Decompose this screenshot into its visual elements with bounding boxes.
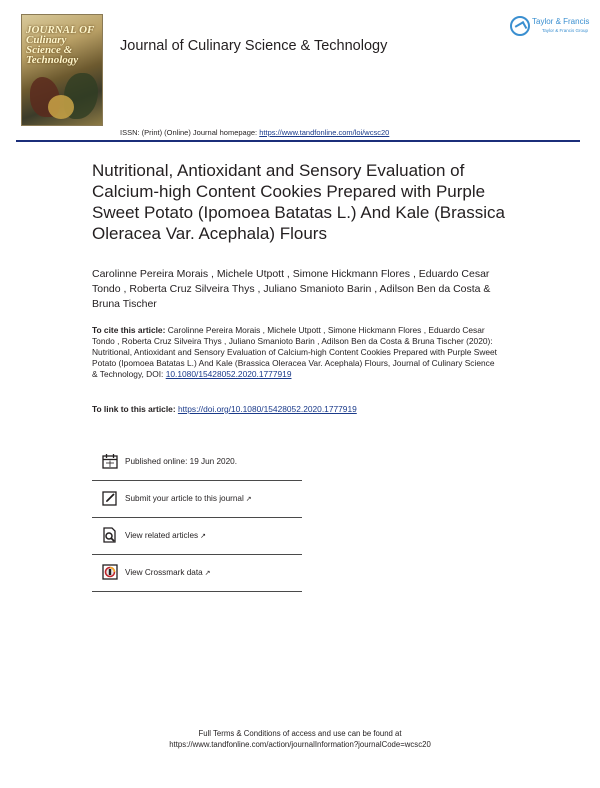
submit-article-label: Submit your article to this journal: [125, 494, 244, 503]
publisher-logo-text: Taylor & Francis: [532, 17, 590, 26]
article-title: Nutritional, Antioxidant and Sensory Evaluation of Calcium-high Content Cookies Prepared with Purple Sweet Potato (Ipomoea Batatas L.) And Kale (Brassica Oleracea Var. Acephala) Flours: [92, 161, 505, 243]
article-authors: Carolinne Pereira Morais , Michele Utpott , Simone Hickmann Flores , Eduardo Cesar Tondo , Roberta Cruz Silveira Thys , Juliano Smanioto Barin , Adilson Ben da Costa & Bruna Tischer: [92, 268, 491, 310]
published-online-item: [92, 444, 302, 481]
cover-title: JOURNAL OF Culinary Science & Technology: [26, 24, 95, 66]
citation-block: [92, 325, 502, 380]
publisher-logo: [510, 14, 590, 42]
crossmark-text: [125, 568, 211, 577]
publisher-logo-subtext: Taylor & Francis Group: [542, 28, 589, 33]
footer-terms: [0, 728, 600, 750]
article-doi-link[interactable]: https://doi.org/10.1080/15428052.2020.1777919: [177, 404, 357, 414]
header-divider: [16, 140, 580, 142]
related-articles-text: [125, 531, 206, 540]
external-link-icon: ↗: [204, 570, 211, 577]
footer-terms-link[interactable]: https://www.tandfonline.com/action/journalInformation?journalCode=wcsc20: [169, 740, 431, 749]
article-actions-list: [92, 444, 302, 592]
cover-art-shape: [48, 95, 74, 119]
submit-article-text: [125, 494, 252, 503]
journal-cover-image: [21, 14, 103, 126]
journal-homepage-link[interactable]: https://www.tandfonline.com/loi/wcsc20: [259, 128, 390, 137]
published-online-text: Published online: 19 Jun 2020.: [125, 457, 237, 466]
citation-doi-link[interactable]: 10.1080/15428052.2020.1777919: [165, 369, 292, 379]
citation-label: To cite this article:: [92, 325, 166, 335]
crossmark-link[interactable]: [92, 555, 302, 592]
crossmark-label: View Crossmark data: [125, 568, 203, 577]
crossmark-icon: [102, 564, 118, 580]
journal-name: Journal of Culinary Science & Technology: [120, 38, 388, 54]
article-link-label: To link to this article:: [92, 404, 178, 414]
edit-document-icon: [102, 490, 118, 506]
calendar-icon: [102, 453, 118, 469]
external-link-icon: ↗: [200, 533, 206, 540]
external-link-icon: ↗: [245, 496, 252, 503]
submit-article-link[interactable]: [92, 481, 302, 518]
footer-line-1: Full Terms & Conditions of access and use can be found at: [198, 729, 402, 738]
publisher-logo-icon: [510, 16, 530, 36]
article-link-line: [92, 404, 357, 414]
related-articles-label: View related articles: [125, 531, 199, 540]
search-document-icon: [102, 527, 118, 543]
issn-label: ISSN: (Print) (Online) Journal homepage:: [120, 128, 260, 137]
related-articles-link[interactable]: [92, 518, 302, 555]
citation-text: Carolinne Pereira Morais , Michele Utpott , Simone Hickmann Flores , Eduardo Cesar Tondo , Roberta Cruz Silveira Thys , Juliano Smanioto Barin , Adilson Ben da Costa & Bruna Tischer (2020): Nutritional, Antioxidant and Sensory Evaluation of Calcium-high Content Cookies Prepared with Purple Sweet Potato (Ipomoea Batatas L.) And Kale (Brassica Oleracea Var. Acephala) Flours, Journal of Culinary Science & Technology, DOI:: [92, 325, 498, 379]
issn-line: [120, 128, 389, 137]
